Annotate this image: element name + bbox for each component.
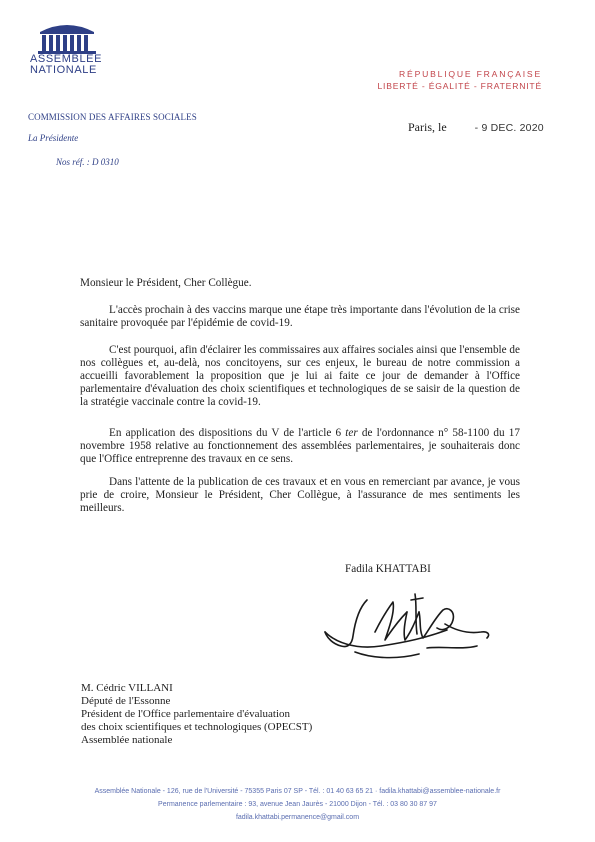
assemblee-nationale-logo xyxy=(30,22,110,76)
paragraph-2: C'est pourquoi, afin d'éclairer les commissaires aux affaires sociales ainsi que l'ensemble de nos collègues et, au-delà, nos concitoyens, sur ces enjeux, le bureau de notre commission a accueilli favorablement la proposition que je lui ai faite ce jour de demander à l'Office parlementaire d'évaluation des choix scientifiques et technologiques de se saisir de la question de la stratégie vaccinale contre la covid-19. xyxy=(80,344,520,408)
logo-text-line2: NATIONALE xyxy=(30,64,97,76)
republic-motto: LIBERTÉ - ÉGALITÉ - FRATERNITÉ xyxy=(377,81,542,91)
republic-header xyxy=(377,68,542,92)
footer-email-line: fadila.khattabi.permanence@gmail.com xyxy=(235,814,360,821)
footer-address-line: Assemblée Nationale - 126, rue de l'Université - 75355 Paris 07 SP - Tél. : 01 40 63 65 21 · fadila.khattabi@assemblee-nationale.fr xyxy=(94,788,501,795)
paragraph-1: L'accès prochain à des vaccins marque une étape très importante dans l'évolution de la crise sanitaire provoquée par l'épidémie de covid-19. xyxy=(80,304,520,329)
logo-text-line1: ASSEMBLÉE xyxy=(30,53,103,65)
reference-number: Nos réf. : D 0310 xyxy=(56,157,119,167)
commission-block xyxy=(28,112,197,143)
recipient-name: M. Cédric VILLANI xyxy=(81,682,173,694)
paragraph-3-end: de l'ordonnance n° 58-1100 du 17 novembre 1958 relative au fonctionnement des assemblées parlementaires, je souhaiterais donc que l'Office entreprenne des travaux en ce sens. xyxy=(80,427,520,465)
paragraph-3-start: En application des dispositions du V de l'article 6 xyxy=(109,427,346,439)
recipient-institution: Assemblée nationale xyxy=(81,734,173,747)
republic-name: RÉPUBLIQUE FRANÇAISE xyxy=(399,69,542,79)
handwritten-signature xyxy=(315,588,495,663)
recipient-title-2: Président de l'Office parlementaire d'évaluation xyxy=(81,708,291,721)
recipient-title-1: Député de l'Essonne xyxy=(81,695,171,708)
signer-name: Fadila KHATTABI xyxy=(345,563,431,575)
paragraph-4: Dans l'attente de la publication de ces travaux et en vous en remerciant par avance, je vous prie de croire, Monsieur le Président, Cher Collègue, à l'assurance de mes sentiments les meilleurs. xyxy=(80,476,520,514)
recipient-address xyxy=(81,682,312,747)
commission-role: La Présidente xyxy=(28,133,79,143)
salutation: Monsieur le Président, Cher Collègue. xyxy=(80,277,252,289)
date-place: Paris, le xyxy=(408,120,447,134)
recipient-title-3: des choix scientifiques et technologiques (OPECST) xyxy=(81,721,313,734)
date-stamp: - 9 DEC. 2020 xyxy=(474,122,544,134)
hemicycle-icon xyxy=(36,22,98,54)
commission-name: COMMISSION DES AFFAIRES SOCIALES xyxy=(28,112,197,122)
footer-permanence-line: Permanence parlementaire : 93, avenue Jean Jaurès - 21000 Dijon - Tél. : 03 80 30 87 97 xyxy=(158,801,437,808)
paragraph-3-italic: ter xyxy=(345,427,358,439)
letter-footer xyxy=(0,785,595,824)
letter-date xyxy=(408,120,544,135)
paragraph-3 xyxy=(80,427,520,466)
